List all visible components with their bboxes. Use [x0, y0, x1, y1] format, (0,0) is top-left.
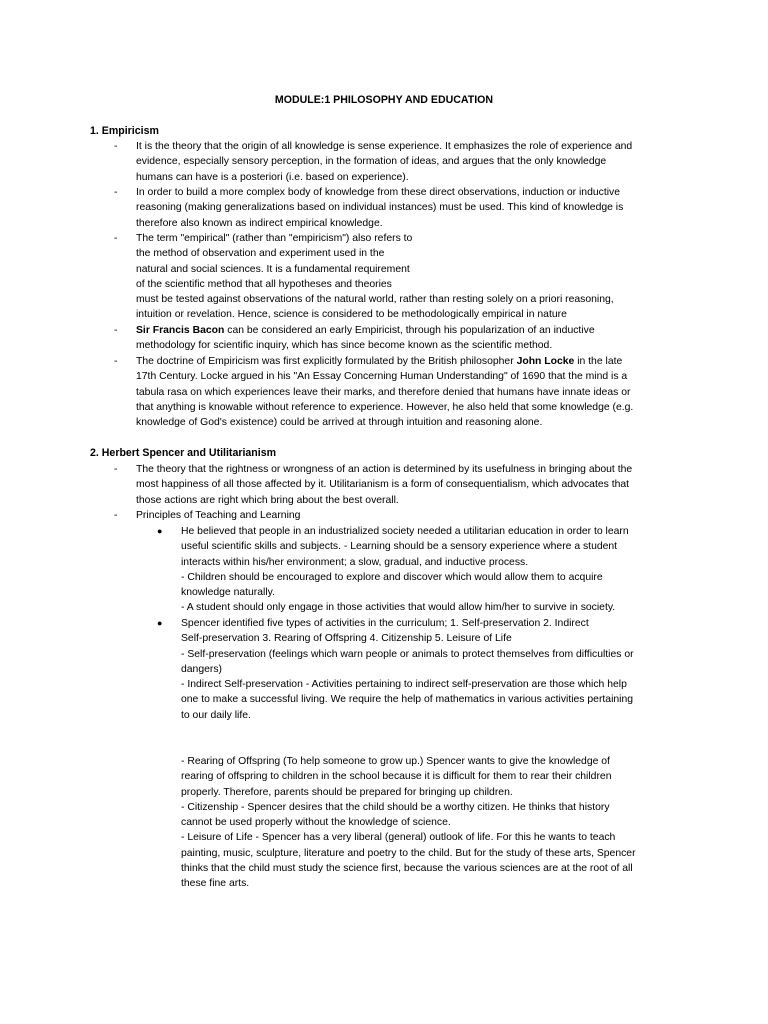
text-line: knowledge naturally. [181, 587, 275, 599]
text-line: rearing of offspring to children in the school because it is difficult for them to rear their children [181, 771, 612, 783]
text-line: - Self-preservation (feelings which warn people or animals to protect themselves from difficulties or [181, 648, 634, 660]
list-item [136, 354, 676, 430]
text-line [136, 354, 676, 369]
text-line: to our daily life. [181, 709, 251, 721]
text-line: properly. Therefore, parents should be prepared for bringing up children. [181, 786, 513, 798]
list-item [136, 508, 676, 523]
text-line: The term "empirical" (rather than "empiricism") also refers to [136, 233, 413, 244]
text-line: - A student should only engage in those activities that would allow him/her to survive in society. [181, 602, 616, 614]
text-line: therefore also known as indirect empirical knowledge. [136, 217, 383, 229]
text-line: It is the theory that the origin of all knowledge is sense experience. It emphasizes the role of experience and [136, 141, 633, 152]
text-line: dangers) [181, 663, 223, 675]
list-item [136, 139, 676, 185]
text-line: Principles of Teaching and Learning [136, 510, 301, 521]
text-line: 17th Century. Locke argued in his "An Essay Concerning Human Understanding" of 1690 that the mind is a [136, 371, 628, 383]
text-line: knowledge of God's existence) could be arrived at through intuition and reasoning alone. [136, 417, 543, 429]
section-heading-spencer: 2. Herbert Spencer and Utilitarianism [90, 447, 277, 459]
text-line: The theory that the rightness or wrongness of an action is determined by its usefulness in bringing about the [136, 464, 633, 475]
text-line: tabula rasa on which experiences leave their marks, and therefore denied that humans have innate ideas or [136, 386, 631, 398]
text-line: humans can have is a posteriori (i.e. based on experience). [136, 171, 409, 183]
text-line: intuition or revelation. Hence, science is considered to be methodologically empirical in nature [136, 309, 567, 321]
text-line: painting, music, sculpture, literature and poetry to the child. But for the study of these arts, Spencer [181, 847, 636, 859]
text-line: Spencer identified five types of activities in the curriculum; 1. Self-preservation 2. Indirect [181, 618, 589, 629]
dash-bullet: - [114, 141, 118, 152]
text-line: the method of observation and experiment used in the [136, 248, 385, 260]
text-line: cannot be used properly without the knowledge of science. [181, 817, 451, 829]
text-line: these fine arts. [181, 878, 250, 890]
dot-bullet: ● [157, 526, 163, 536]
text-line: - Leisure of Life - Spencer has a very liberal (general) outlook of life. For this he wants to teach [181, 832, 616, 844]
section-heading-empiricism: 1. Empiricism [90, 125, 159, 137]
dash-bullet: - [114, 233, 118, 244]
list-item [181, 524, 677, 616]
text-line: thinks that the child must study the science first, because the various sciences are at the root of all [181, 863, 633, 875]
list-item [136, 231, 676, 323]
list-item [136, 462, 676, 508]
dash-bullet: - [114, 356, 118, 367]
dash-bullet: - [114, 325, 118, 336]
text-line: interacts within his/her environment; a slow, gradual, and inductive process. [181, 556, 529, 568]
text-span: The doctrine of Empiricism was first explicitly formulated by the British philosopher [136, 356, 517, 367]
text-line: of the scientific method that all hypotheses and theories [136, 278, 392, 290]
text-line: - Rearing of Offspring (To help someone to grow up.) Spencer wants to give the knowledge of [181, 756, 610, 767]
list-item [136, 323, 676, 354]
dash-bullet: - [114, 510, 118, 521]
document-title: MODULE:1 PHILOSOPHY AND EDUCATION [274, 94, 494, 106]
text-line: those actions are right which bring about the best overall. [136, 494, 399, 506]
text-line: In order to build a more complex body of knowledge from these direct observations, induction or inductive [136, 187, 621, 198]
text-span: in the late [574, 356, 623, 367]
text-line: - Citizenship - Spencer desires that the child should be a worthy citizen. He thinks that history [181, 801, 610, 813]
bold-name-locke: John Locke [516, 356, 575, 367]
text-line: useful scientific skills and subjects. - Learning should be a sensory experience where a student [181, 541, 618, 553]
text-line: He believed that people in an industrialized society needed a utilitarian education in order to learn [181, 526, 629, 537]
text-line: must be tested against observations of the natural world, rather than resting solely on a priori reasoning, [136, 294, 614, 306]
text-line: methodology for scientific inquiry, which has since become known as the scientific method. [136, 340, 553, 352]
text-line: natural and social sciences. It is a fundamental requirement [136, 263, 410, 275]
list-item [136, 185, 676, 231]
text-line: reasoning (making generalizations based on individual instances) must be used. This kind of knowledge is [136, 202, 624, 214]
dot-bullet: ● [157, 618, 163, 628]
continuation-paragraph [181, 754, 677, 892]
list-item [181, 616, 677, 723]
dash-bullet: - [114, 464, 118, 475]
text-line: most happiness of all those affected by it. Utilitarianism is a form of consequentialism, which advocates that [136, 479, 630, 491]
text-line [136, 323, 676, 338]
bold-name-bacon: Sir Francis Bacon [136, 325, 225, 336]
text-span: can be considered an early Empiricist, through his popularization of an inductive [224, 325, 595, 336]
text-line: evidence, especially sensory perception, in the formation of ideas, and argues that the only knowledge [136, 156, 607, 168]
text-line: one to make a successful living. We require the help of mathematics in various activities pertaining [181, 694, 634, 706]
text-line: - Children should be encouraged to explore and discover which would allow them to acquire [181, 571, 603, 583]
text-line: Self-preservation 3. Rearing of Offspring 4. Citizenship 5. Leisure of Life [181, 633, 512, 645]
dash-bullet: - [114, 187, 118, 198]
text-line: that anything is knowable without reference to experience. However, he also held that some knowledge (e.g. [136, 401, 634, 413]
text-line: - Indirect Self-preservation - Activities pertaining to indirect self-preservation are those which help [181, 679, 627, 691]
